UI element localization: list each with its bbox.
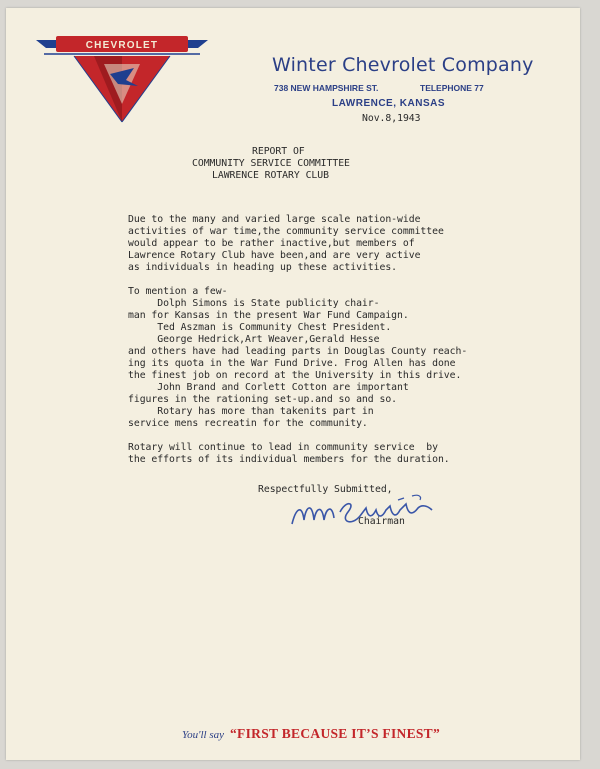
company-name: Winter Chevrolet Company (272, 54, 534, 76)
body-line: Dolph Simons is State publicity chair- (128, 298, 380, 309)
body-line: Due to the many and varied large scale nation-wide (128, 214, 421, 225)
heading-line: LAWRENCE ROTARY CLUB (212, 170, 329, 181)
street-address: 738 NEW HAMPSHIRE ST. (274, 83, 379, 93)
heading-line: COMMUNITY SERVICE COMMITTEE (192, 158, 350, 169)
chevrolet-crest-logo (34, 34, 210, 124)
heading-line: REPORT OF (252, 146, 305, 157)
body-line: Rotary has more than takenits part in (128, 406, 374, 417)
body-line: as individuals in heading up these activities. (128, 262, 398, 273)
body-line: man for Kansas in the present War Fund Campaign. (128, 310, 409, 321)
body-line: Lawrence Rotary Club have been,and are very active (128, 250, 421, 261)
body-line: Rotary will continue to lead in community service by (128, 442, 438, 453)
handwritten-signature (282, 490, 452, 538)
svg-text:CHEVROLET: CHEVROLET (85, 40, 159, 51)
footer-slogan (182, 725, 440, 743)
letter-page (6, 8, 580, 760)
body-line: would appear to be rather inactive,but members of (128, 238, 415, 249)
body-line: Ted Aszman is Community Chest President. (128, 322, 392, 333)
body-line: To mention a few- (128, 286, 228, 297)
body-line: ing its quota in the War Fund Drive. Frog Allen has done (128, 358, 456, 369)
footer-slogan-text: “FIRST BECAUSE IT’S FINEST” (230, 726, 441, 741)
body-line: service mens recreatin for the community. (128, 418, 368, 429)
body-line: George Hedrick,Art Weaver,Gerald Hesse (128, 334, 380, 345)
body-line: and others have had leading parts in Douglas County reach- (128, 346, 468, 357)
telephone: TELEPHONE 77 (420, 83, 484, 93)
closing-line: Respectfully Submitted, (258, 484, 393, 495)
body-line: figures in the rationing set-up.and so and so. (128, 394, 398, 405)
body-line: activities of war time,the community service committee (128, 226, 444, 237)
letter-date: Nov.8,1943 (362, 113, 421, 124)
body-line: John Brand and Corlett Cotton are important (128, 382, 409, 393)
city: LAWRENCE, KANSAS (332, 98, 446, 109)
closing-title: Chairman (358, 516, 405, 527)
footer-prefix: You'll say (182, 729, 224, 741)
body-line: the efforts of its individual members for the duration. (128, 454, 450, 465)
body-line: the finest job on record at the University in this drive. (128, 370, 462, 381)
